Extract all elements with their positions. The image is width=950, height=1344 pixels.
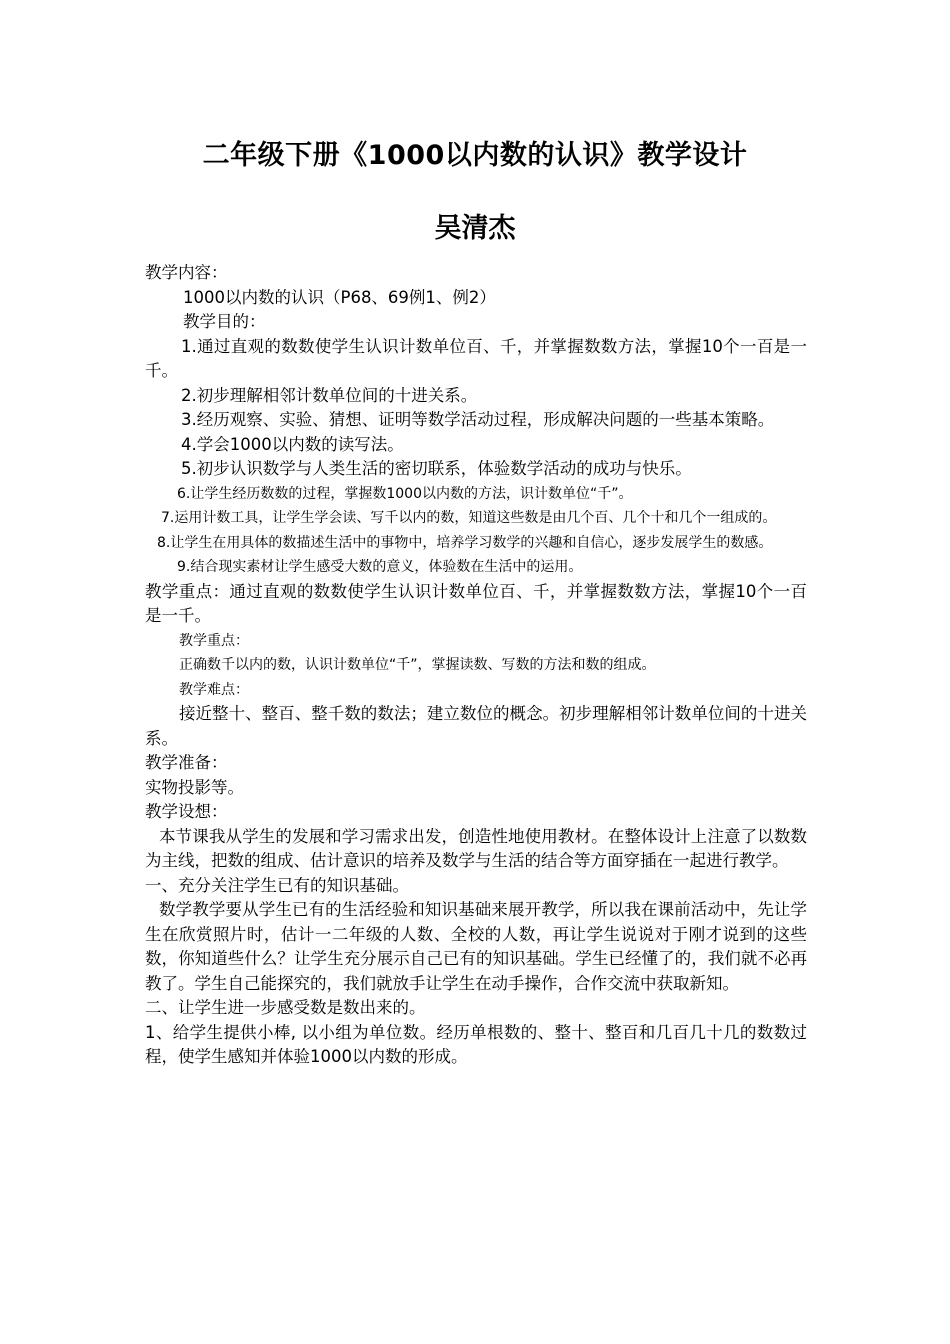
paragraph-teaching-content-heading: 教学内容： <box>145 263 228 282</box>
paragraph-goal-9: 9.结合现实素材让学生感受大数的意义，体验数在生活中的运用。 <box>177 559 583 575</box>
paragraph-key-point-heading: 教学重点： <box>179 632 249 649</box>
paragraph-goal-7: 7.运用计数工具，让学生学会读、写千以内的数，知道这些数是由几个百、几个十和几个一组成的。 <box>161 510 777 526</box>
paragraph-goal-6: 6.让学生经历数数的过程，掌握数1000以内数的方法，识计数单位“千”。 <box>177 485 633 502</box>
paragraph-preparation-heading: 教学准备： <box>145 753 228 772</box>
paragraph-goal-3: 3.经历观察、实验、猜想、证明等数学活动过程，形成解决问题的一些基本策略。 <box>181 410 775 429</box>
paragraph-section-2-item-1: 1、给学生提供小棒, 以小组为单位数。经历单根数的、整十、整百和几百几十几的数数过程，使学生感知并体验1000以内数的形成。 <box>145 1022 807 1066</box>
paragraph-section-1-heading: 一、充分关注学生已有的知识基础。 <box>145 875 409 895</box>
paragraph-preparation: 实物投影等。 <box>145 777 244 797</box>
paragraph-difficulty-heading: 教学难点： <box>179 681 249 698</box>
paragraph-idea-heading: 教学设想： <box>145 802 228 821</box>
paragraph-key-point: 教学重点：通过直观的数数使学生认识计数单位百、千，并掌握数数方法，掌握10个一百是一千。 <box>145 581 807 625</box>
document-author: 吴清杰 <box>434 213 516 244</box>
paragraph-goal-2: 2.初步理解相邻计数单位间的十进关系。 <box>181 385 478 405</box>
paragraph-goal-8: 8.让学生在用具体的数描述生活中的事物中，培养学习数学的兴趣和自信心，逐步发展学生的数感。 <box>157 534 773 551</box>
paragraph-key-point-detail: 正确数千以内的数，认识计数单位“千”，掌握读数、写数的方法和数的组成。 <box>179 657 656 673</box>
document-body <box>145 261 807 1070</box>
document-title: 二年级下册《1000以内数的认识》教学设计 <box>202 140 748 171</box>
paragraph-goal-4: 4.学会1000以内数的读写法。 <box>181 434 404 454</box>
paragraph-teaching-goals-heading: 教学目的： <box>183 312 266 331</box>
paragraph-section-1: 数学教学要从学生已有的生活经验和知识基础来展开教学，所以我在课前活动中，先让学生在欣赏照片时，估计一二年级的人数、全校的人数，再让学生说说对于刚才说到的这些数，你知道些什么？让学生充分展示自己已有的知识基础。学生已经懂了的，我们就不必再教了。学生自己能探究的，我们就放手让学生在动手操作，合作交流中获取新知。 <box>145 900 807 993</box>
paragraph-difficulty-detail: 接近整十、整百、整千数的数法；建立数位的概念。初步理解相邻计数单位间的十进关系。 <box>145 704 807 748</box>
paragraph-idea: 本节课我从学生的发展和学习需求出发，创造性地使用教材。在整体设计上注意了以数数为主线，把数的组成、估计意识的培养及数学与生活的结合等方面穿插在一起进行教学。 <box>145 826 807 870</box>
paragraph-teaching-content: 1000以内数的认识（P68、69例1、例2） <box>183 287 496 307</box>
paragraph-goal-5: 5.初步认识数学与人类生活的密切联系，体验数学活动的成功与快乐。 <box>181 459 692 478</box>
paragraph-goal-1: 1.通过直观的数数使学生认识计数单位百、千，并掌握数数方法，掌握10个一百是一千。 <box>145 336 807 380</box>
paragraph-section-2-heading: 二、让学生进一步感受数是数出来的。 <box>145 998 426 1017</box>
